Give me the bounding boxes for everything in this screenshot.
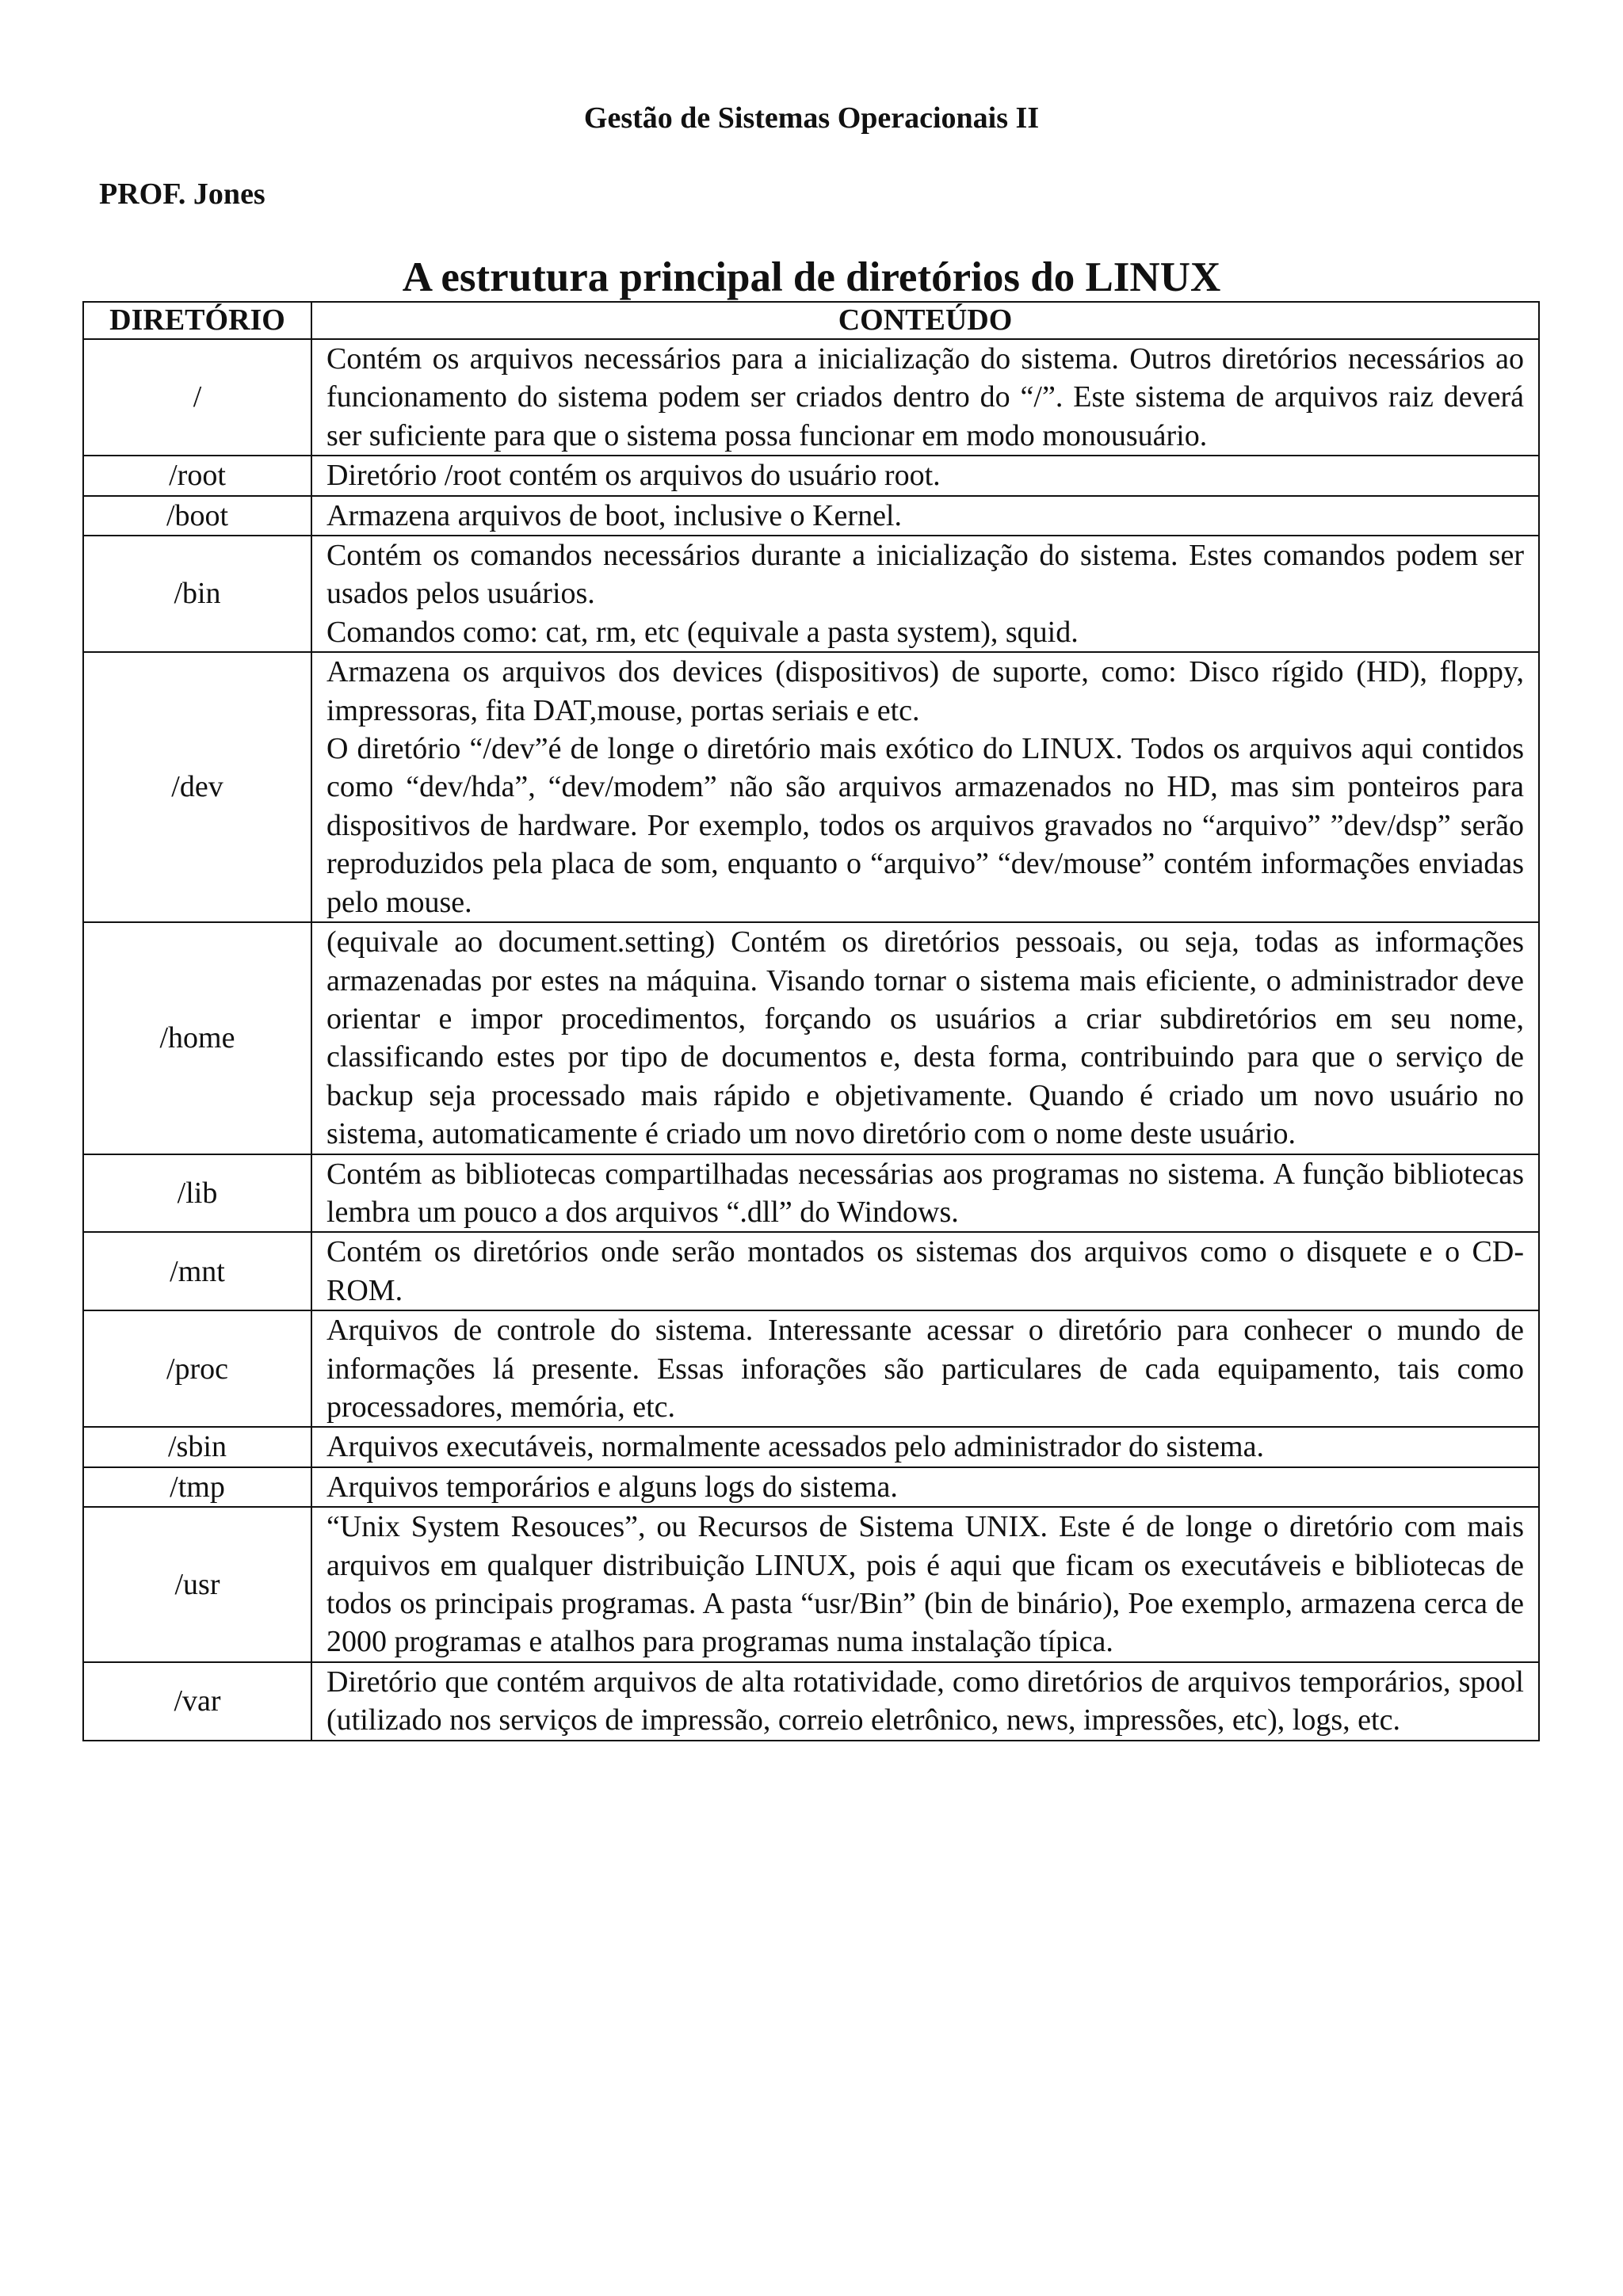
directory-cell: /mnt [83,1232,311,1310]
content-paragraph: Contém as bibliotecas compartilhadas necessárias aos programas no sistema. A função bibliotecas lembra um pouco a dos arquivos “.dll” do Windows. [327,1157,1524,1229]
directory-cell: /var [83,1662,311,1741]
content-cell [311,922,1539,1154]
content-paragraph: O diretório “/dev”é de longe o diretório mais exótico do LINUX. Todos os arquivos aqui contidos como “dev/hda”, “dev/modem” não são arquivos armazenados no HD, mas sim ponteiros para dispositivos de hardware. Por exemplo, todos os arquivos gravados no “arquivo” ”dev/dsp” serão reproduzidos pela placa de som, enquanto o “arquivo” “dev/mouse” contém informações enviadas pelo mouse. [327,732,1524,919]
directory-cell: / [83,339,311,456]
directory-cell: /usr [83,1507,311,1662]
content-paragraph: Contém os comandos necessários durante a inicialização do sistema. Estes comandos podem ser usados pelos usuários. [327,539,1524,611]
directory-cell: /root [83,456,311,495]
header-content: CONTEÚDO [311,302,1539,339]
content-cell [311,1310,1539,1427]
content-paragraph: Diretório /root contém os arquivos do usuário root. [327,459,941,493]
directory-table [82,301,1540,1741]
table-row [83,652,1539,922]
course-title: Gestão de Sistemas Operacionais II [583,101,1040,135]
table-row [83,1507,1539,1662]
content-paragraph: Diretório que contém arquivos de alta rotatividade, como diretórios de arquivos temporários, spool (utilizado nos serviços de impressão, correio eletrônico, news, impressões, etc), logs, etc. [327,1665,1524,1737]
content-cell [311,1467,1539,1507]
table-header-row [83,302,1539,339]
directory-cell: /boot [83,496,311,536]
content-paragraph: Comandos como: cat, rm, etc (equivale a pasta system), squid. [327,615,1079,649]
content-paragraph: Armazena os arquivos dos devices (dispositivos) de suporte, como: Disco rígido (HD), floppy, impressoras, fita DAT,mouse, portas seriais e etc. [327,655,1524,727]
table-row [83,1154,1539,1233]
content-paragraph: Arquivos temporários e alguns logs do sistema. [327,1470,898,1504]
content-paragraph: Contém os arquivos necessários para a inicialização do sistema. Outros diretórios necessários ao funcionamento do sistema podem ser criados dentro do “/”. Este sistema de arquivos raiz deverá ser suficiente para que o sistema possa funcionar em modo monousuário. [327,342,1524,452]
professor-name: PROF. Jones [99,177,265,211]
content-cell [311,536,1539,652]
content-cell [311,1232,1539,1310]
table-row [83,1427,1539,1466]
directory-cell: /bin [83,536,311,652]
content-cell [311,1154,1539,1233]
directory-cell: /sbin [83,1427,311,1466]
table-row [83,1662,1539,1741]
content-paragraph: Contém os diretórios onde serão montados os sistemas dos arquivos como o disquete e o CD-ROM. [327,1235,1524,1307]
table-row [83,1467,1539,1507]
directory-cell: /dev [83,652,311,922]
table-row [83,496,1539,536]
content-cell [311,1507,1539,1662]
document-title: A estrutura principal de diretórios do LINUX [402,254,1221,300]
content-cell [311,456,1539,495]
content-paragraph: Armazena arquivos de boot, inclusive o Kernel. [327,498,902,532]
directory-cell: /home [83,922,311,1154]
directory-cell: /tmp [83,1467,311,1507]
directory-cell: /proc [83,1310,311,1427]
content-paragraph: Arquivos de controle do sistema. Interessante acessar o diretório para conhecer o mundo de informações lá presente. Essas inforações são particulares de cada equipamento, tais como processadores, memória, etc. [327,1314,1524,1424]
content-paragraph: “Unix System Resouces”, ou Recursos de Sistema UNIX. Este é de longe o diretório com mais arquivos em qualquer distribuição LINUX, pois é aqui que ficam os executáveis e bibliotecas de todos os principais programas. A pasta “usr/Bin” (bin de binário), Poe exemplo, armazena cerca de 2000 programas e atalhos para programas numa instalação típica. [327,1510,1524,1659]
table-row [83,922,1539,1154]
content-cell [311,496,1539,536]
table-row [83,1232,1539,1310]
table-row [83,339,1539,456]
directory-rows [83,339,1539,1741]
content-paragraph: (equivale ao document.setting) Contém os diretórios pessoais, ou seja, todas as informações armazenadas por estes na máquina. Visando tornar o sistema mais eficiente, o administrador deve orientar e impor procedimentos, forçando os usuários a criar subdiretórios em seu nome, classificando estes por tipo de documentos e, desta forma, contribuindo para que o serviço de backup seja processado mais rápido e objetivamente. Quando é criado um novo usuário no sistema, automaticamente é criado um novo diretório com o nome deste usuário. [327,925,1524,1151]
table-row [83,456,1539,495]
content-cell [311,1427,1539,1466]
content-cell [311,652,1539,922]
table-row [83,536,1539,652]
header-directory: DIRETÓRIO [83,302,311,339]
content-cell [311,339,1539,456]
table-row [83,1310,1539,1427]
content-cell [311,1662,1539,1741]
directory-cell: /lib [83,1154,311,1233]
content-paragraph: Arquivos executáveis, normalmente acessados pelo administrador do sistema. [327,1430,1264,1464]
